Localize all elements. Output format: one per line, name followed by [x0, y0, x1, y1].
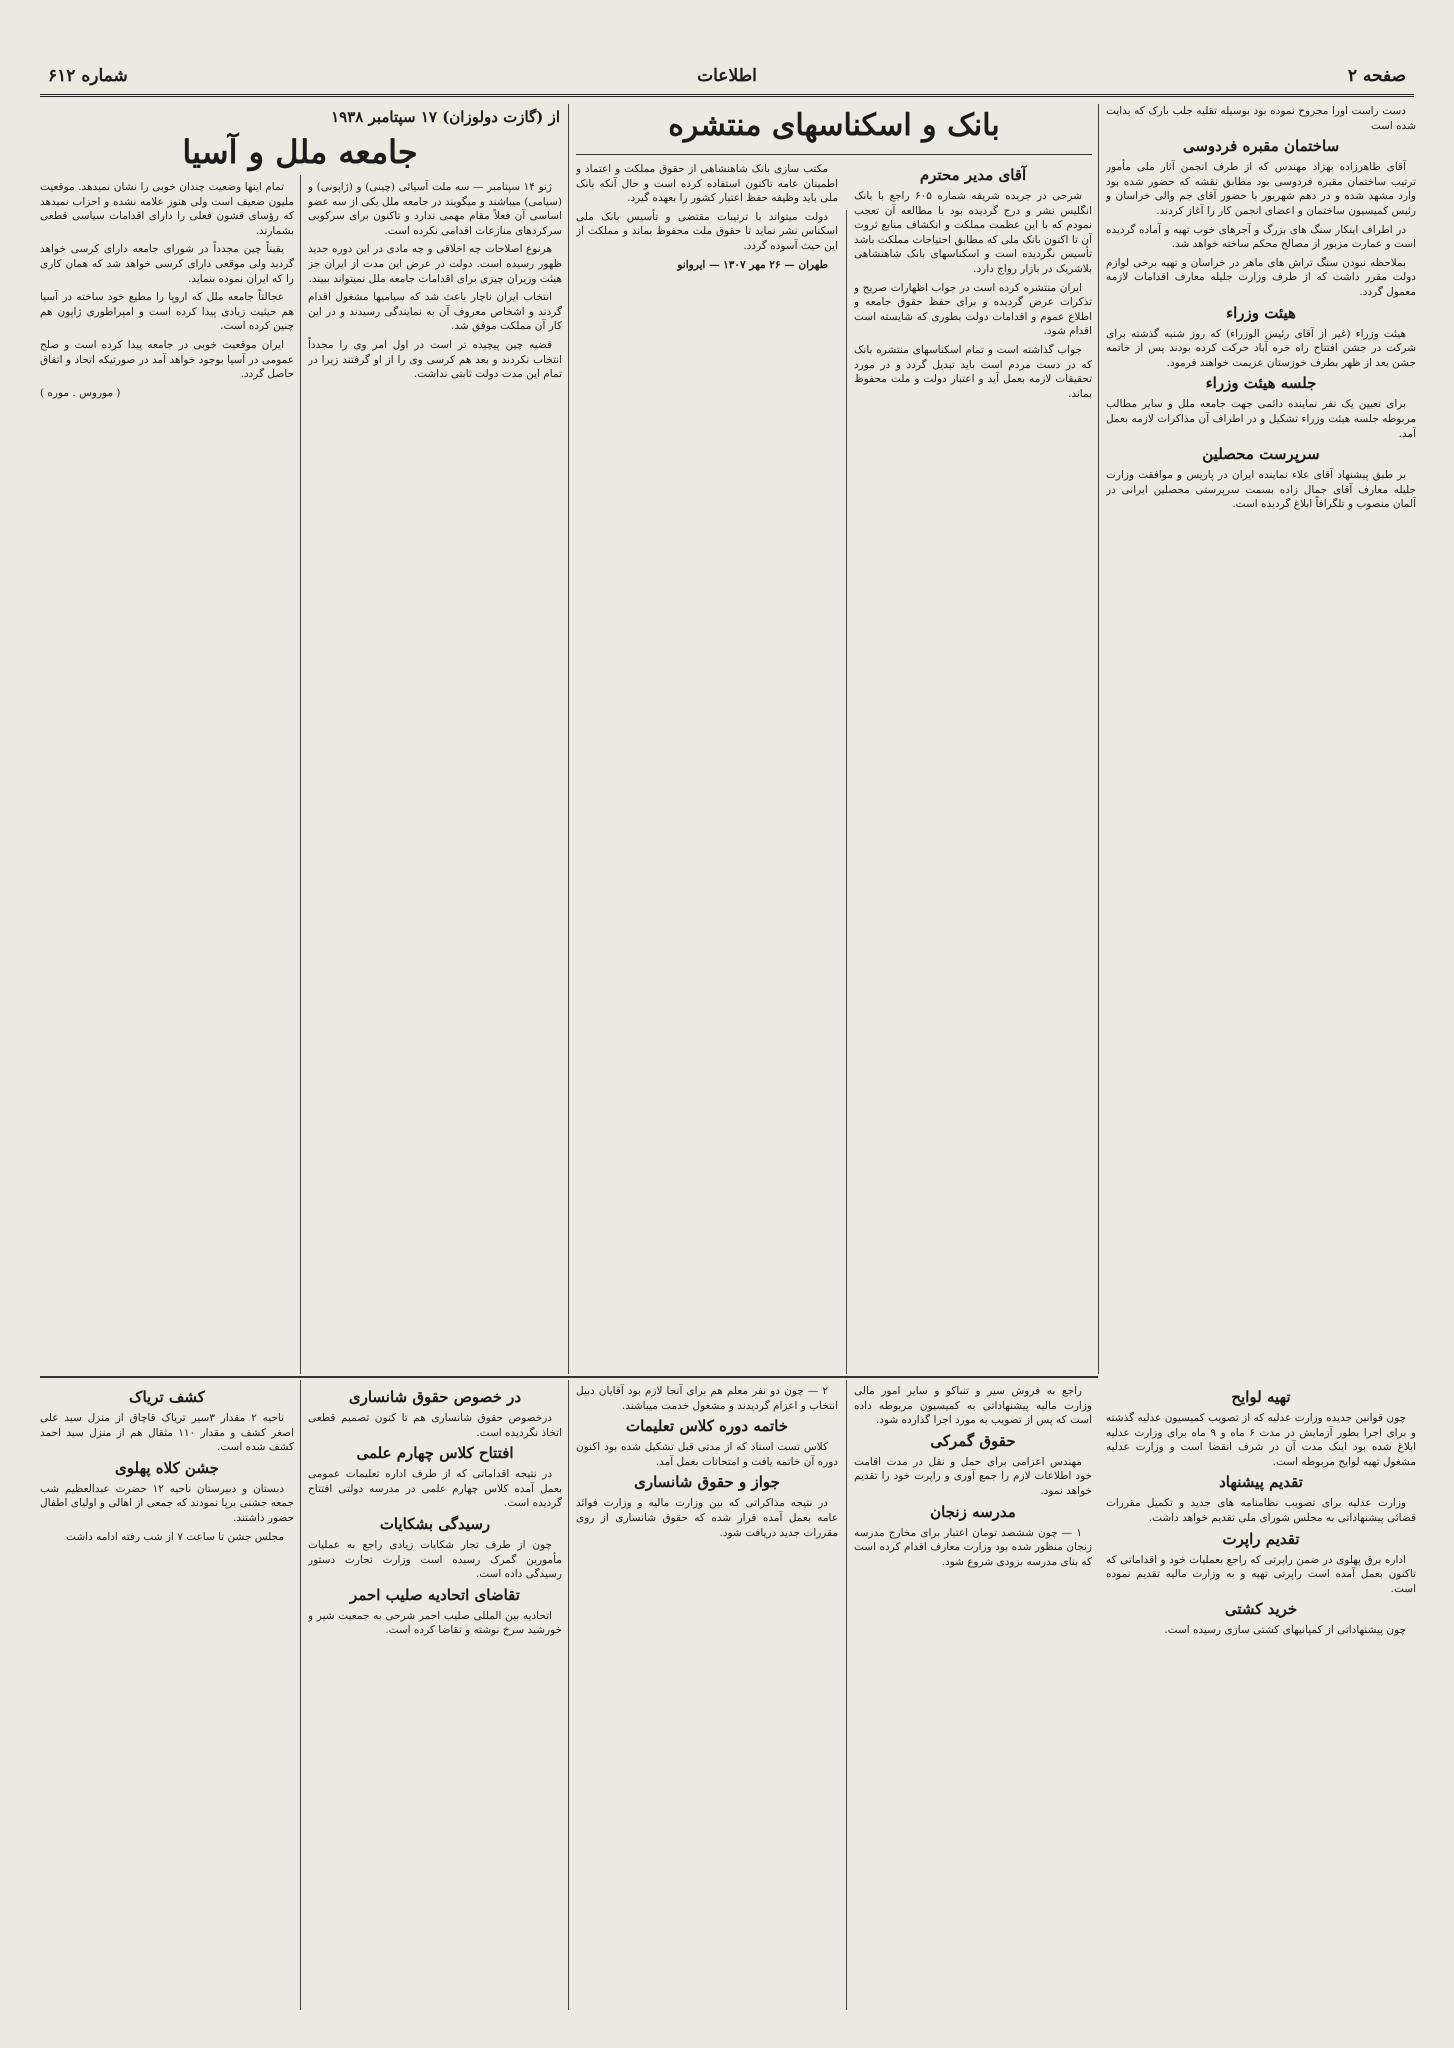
banks-column-1 [854, 162, 1092, 1372]
page-number: صفحه ۲ [1347, 66, 1406, 86]
zanjan-heading: مدرسه زنجان [930, 1502, 1016, 1521]
column-rule [568, 104, 569, 1374]
pahlavi-heading: جشن کلاه پهلوی [114, 1458, 219, 1477]
laws-heading: تهیه لوایح [1231, 1388, 1291, 1406]
edu-text: ۲ — چون دو نفر معلم هم برای آنجا لازم بود آقایان دبیل انتخاب و اعزام گردیدند و مشغول خدمت میباشند. [576, 1385, 838, 1412]
masthead [40, 62, 1414, 97]
redcross-text: اتحادیه بین المللی صلیب احمر شرحی به جمعیت شیر و خورشید سرخ نوشته و تقاضا کرده است. [308, 1609, 562, 1637]
section-rule [40, 1376, 1098, 1378]
league-source: از (گازت دولوزان) ۱۷ سپتامبر ۱۹۳۸ [331, 108, 560, 126]
right-column [1106, 104, 1416, 1380]
banks-signoff: طهران — ۲۶ مهر ۱۳۰۷ — ایروانو [677, 258, 828, 271]
laws-text: چون قوانین جدیده وزارت عدلیه که از تصویب کمیسیون عدلیه گذشته و برای اجرا بطور آزمایش در مدت ۶ ماه و ۹ ماه برای وزارت عدلیه ابلاغ شده بود اینک مدت آن در شرف انقضا است و وزارت عدلیه مشغول تهیه لوایح مربوطه است. [1106, 1412, 1416, 1468]
students-heading: سرپرست محصلین [1202, 445, 1320, 464]
column-rule [300, 175, 301, 1374]
banks-paragraph: شرحی در جریده شریفه شماره ۶۰۵ راجع با بانک انگلیس نشر و درج گردیده بود با مطالعه آن تعجب نمودم که با این عظمت مملکت و انکشاف منابع ثروت آن تا اکنون بانک ملی که مطابق احتیاجات مملکت باشد تأسیس نگردیده است و اسکناسهای بانک شاهنشاهی بلاشریک در بازار رواج دارد. [854, 190, 1092, 275]
rights2-heading: در خصوص حقوق شانساری [348, 1388, 522, 1406]
column-rule [1098, 104, 1099, 1374]
league-paragraph: عجالتاً جامعه ملل که اروپا را مطیع خود ساخته در آسیا هم حیثیت زیادی پیدا کرده است و امپراطوری ژاپون هم چنین کرده است. [40, 291, 294, 333]
tomb-paragraph: در اطراف اینکار سنگ های بزرگ و آجرهای خوب تهیه و آماده گردیده است و عمارت مزبور از مصالح محکم ساخته خواهد شد. [1106, 223, 1416, 251]
redcross-heading: تقاضای اتحادیه صلیب احمر [350, 1585, 520, 1604]
league-signoff: ( موروس . موره ) [40, 386, 121, 399]
banks-column-2 [576, 162, 838, 1372]
column-rule [846, 210, 847, 1374]
freight-heading: حقوق گمرکی [930, 1431, 1016, 1450]
lower-column-3 [576, 1384, 838, 2014]
paper-title: اطلاعات [697, 66, 757, 86]
closing-text: مجلس جشن تا ساعت ۷ از شب رفته ادامه داشت [66, 1530, 284, 1543]
banks-paragraph: ایران منتشره کرده است در جواب اظهارات صریح و تذکرات عرض گردیده و برای حفظ حقوق جامعه و اطلاع عموم و اقدامات دولت بطوری که شایسته است اقدام شود. [854, 281, 1092, 338]
lower-column-4 [308, 1384, 562, 2014]
league-paragraph: ژنو ۱۴ سپتامبر — سه ملت آسیائی (چینی) و (ژاپونی) و (سیامی) میباشند و میگویند در جامعه ملل یکی از سه عضو اساسی آن فعلاً مقام مهمی ندارد و تاکنون برای سرکوبی سرکردهای منازعات اقدامی نکرده است. [308, 181, 562, 237]
shipping-text: چون پیشنهاداتی از کمپانیهای کشتی سازی رسیده است. [1164, 1624, 1406, 1637]
headline-rule [576, 154, 1092, 155]
lower-right-column [1106, 1384, 1416, 2014]
freight-text: مهندس اعزامی برای حمل و نقل در مدت اقامت خود اطلاعات لازم را جمع آوری و راپرت خود را تقدیم خواهد نمود. [854, 1455, 1092, 1497]
banks-headline: بانک و اسکناسهای منتشره [668, 108, 1000, 143]
council-heading: جلسه هیئت وزراء [1205, 374, 1317, 393]
league-paragraph: تمام اینها وضعیت چندان خوبی را نشان نمیدهد. موقعیت ملیون ضعیف است ولی هنوز علامه نشده و احزاب نمیدهد که رؤسای قشون فعلی را دارای اقدامات سیاسی قطعی بشمارند. [40, 181, 294, 237]
tomb-heading: ساختمان مقبره فردوسی [1182, 137, 1340, 156]
league-paragraph: قضیه چین پیچیده تر است در اول امر وی را مجدداً انتخاب نکردند و بعد هم کرسی وی را از او گرفتند زیرا در تمام این مدت دولت ثابتی نداشت. [308, 338, 562, 381]
banks-paragraph: جواب گذاشته است و تمام اسکناسهای منتشره بانک که در دست مردم است باید تبدیل گردد و در مورد تحقیقات لازمه بعمل آید و اعتبار دولت و ملت محفوظ بماند. [854, 343, 1092, 400]
league-headline: جامعه ملل و آسیا [182, 133, 418, 171]
league-paragraph: انتخاب ایران ناچار باعث شد که سیامیها مشغول اقدام گردند و اشخاص معروف آن به نمایندگی رسیدند و در این کار آن مملکت موفق شد. [308, 291, 562, 333]
rights-heading: جواز و حقوق شانساری [634, 1473, 780, 1492]
column-rule [846, 1380, 847, 2010]
finance-text: راجع به فروش سیر و تنباکو و سایر امور مالی وزارت مالیه پیشنهاداتی به کمیسیون مربوطه داده است که پس از تصویب به مورد اجرا گذارده شود. [854, 1385, 1092, 1427]
proposal-text: وزارت عدلیه برای تصویب نظامنامه های جدید و تکمیل مقررات قضائی پیشنهاداتی به مجلس شورای ملی تقدیم خواهد داشت. [1106, 1497, 1416, 1524]
tomb-intro: دست راست اورا مجروح نموده بود بوسیله تقلیه جلب بارک که بدایت شده است [1106, 105, 1416, 132]
lower-column-2 [854, 1384, 1092, 2014]
tomb-paragraph: بملاحظه نبودن سنگ تراش های ماهر در خراسان و تهیه برخی لوازم دولت مقرر داشت که از طرف وزارت جلیله معارف اقدامات لازمه معمول گردد. [1106, 256, 1416, 298]
column-rule [568, 1380, 569, 2010]
opium-text: ناحیه ۲ مقدار ۳سیر تریاک قاچاق از منزل سید علی اصغر کشف و مقدار ۱۱۰ مثقال هم از منزل سید احمد کشف شده است. [40, 1412, 294, 1454]
proposal-heading: تقدیم پیشنهاد [1219, 1473, 1303, 1492]
shipping-heading: خرید کشتی [1224, 1600, 1298, 1619]
class-heading: افتتاح کلاس چهارم علمی [356, 1444, 514, 1463]
league-paragraph: هرنوع اصلاحات چه اخلاقی و چه مادی در این دوره جدید ظهور رسیده است. دولت در عرض این مدت از ایران جز هیئت وزیران چیزی برای اقدامات جامعه ملل نمیتواند ببیند. [308, 243, 562, 285]
league-paragraph: یقیناً چین مجدداً در شورای جامعه دارای کرسی خواهد گردید ولی موقعی دارای کرسی خواهد شد که همان کاری را که ایران نموده بنماید. [40, 243, 294, 285]
pahlavi-text: دبستان و دبیرستان ناحیه ۱۲ حضرت عبدالعظیم شب جمعه جشنی برپا نمودند که جمعی از اهالی و اولیای اطفال حضور داشتند. [40, 1482, 294, 1524]
league-column-2 [40, 180, 294, 1372]
issue-number: شماره ۶۱۲ [48, 66, 128, 86]
tomb-paragraph: آقای طاهرزاده بهزاد مهندس که از طرف انجمن آثار ملی مأمور ترتیب ساختمان مقبره فردوسی بود مطابق نقشه که حضور شده بود وارد مشهد شده و در دهم شهریور با حضور آقای جم والی خراسان و رئیس کمیسیون ساختمان و اعضای انجمن کار را آغاز کردند. [1106, 161, 1416, 217]
exam-text: کلاس تست اسناد که از مدتی قبل تشکیل شده بود اکنون دوره آن خاتمه یافت و امتحانات بعمل آمد. [576, 1441, 838, 1468]
banks-paragraph: مکتب سازی بانک شاهنشاهی از حقوق مملکت و اعتماد و اطمینان عامه تاکنون استفاده کرده است و حال آنکه بانک ملی باید وظیفه حفظ اعتبار کشور را بعهده گیرد. [576, 163, 838, 205]
banks-paragraph: دولت میتواند با ترتیبات مقتضی و تأسیس بانک ملی اسکناس نشر نماید تا حقوق ملت محفوظ بماند و مملکت از این حیث آسوده گردد. [576, 210, 838, 252]
ministers-heading: هیئت وزراء [1226, 303, 1296, 322]
league-paragraph: ایران موقعیت خوبی در جامعه پیدا کرده است و صلح عمومی در آسیا بوجود خواهد آمد در صورتیکه اتحاد و اتفاق حاصل گردد. [40, 338, 294, 381]
class-text: در نتیجه اقداماتی که از طرف اداره تعلیمات عمومی بعمل آمده کلاس چهارم علمی در مدرسه دولتی افتتاح گردیده است. [308, 1468, 562, 1510]
exam-heading: خاتمه دوره کلاس تعلیمات [625, 1417, 789, 1436]
complaints-heading: رسیدگی بشکایات [379, 1514, 491, 1533]
rights2-text: درخصوص حقوق شانساری هم تا کنون تصمیم قطعی اتخاذ نگردیده است. [308, 1412, 562, 1439]
opium-heading: کشف تریاک [129, 1388, 205, 1406]
complaints-text: چون از طرف تجار شکایات زیادی راجع به عملیات مأمورین گمرک رسیده است وزارت تجارت دستور رسیدگی داده است. [308, 1538, 562, 1581]
league-column-1 [308, 180, 562, 1372]
council-text: برای تعیین یک نفر نماینده دائمی جهت جامعه ملل و سایر مطالب مربوطه جلسه هیئت وزراء تشکیل و در اطراف آن مذاکرات لازمه بعمل آمد. [1106, 398, 1416, 440]
rights-text: در نتیجه مذاکراتی که بین وزارت مالیه و وزارت فوائد عامه بعمل آمده قرار شده که حقوق شانساری از روی مقررات جدید دریافت شود. [576, 1497, 838, 1539]
report-heading: تقدیم راپرت [1222, 1529, 1300, 1548]
report-text: اداره برق پهلوی در ضمن راپرتی که راجع بعملیات خود و اقداماتی که تاکنون بعمل آمده است راپرتی تهیه و به وزارت مالیه تقدیم نموده است. [1106, 1553, 1416, 1595]
zanjan-text: ۱ — چون ششصد تومان اعتبار برای مخارج مدرسه زنجان منظور شده بود وزارت معارف اقدام کرده است که بنای مدرسه بزودی شروع شود. [854, 1526, 1092, 1568]
lower-column-5 [40, 1384, 294, 2014]
ministers-text: هیئت وزراء (غیر از آقای رئیس الوزراء) که روز شنبه گذشته برای شرکت در جشن افتتاح راه خره آباد حرکت کرده بودند پس از خاتمه جشن بعد از ظهر بطرف خوزستان عزیمت خواهند فرمود. [1106, 327, 1416, 369]
column-rule [300, 1380, 301, 2010]
reader-letter-heading: آقای مدیر محترم [919, 166, 1027, 184]
students-text: بر طبق پیشنهاد آقای علاء نماینده ایران در پاریس و موافقت وزارت جلیله معارف آقای جمال زاده بسمت سرپرستی محصلین ایرانی در آلمان منصوب و تلگرافاً ابلاغ گردیده است. [1106, 469, 1416, 511]
